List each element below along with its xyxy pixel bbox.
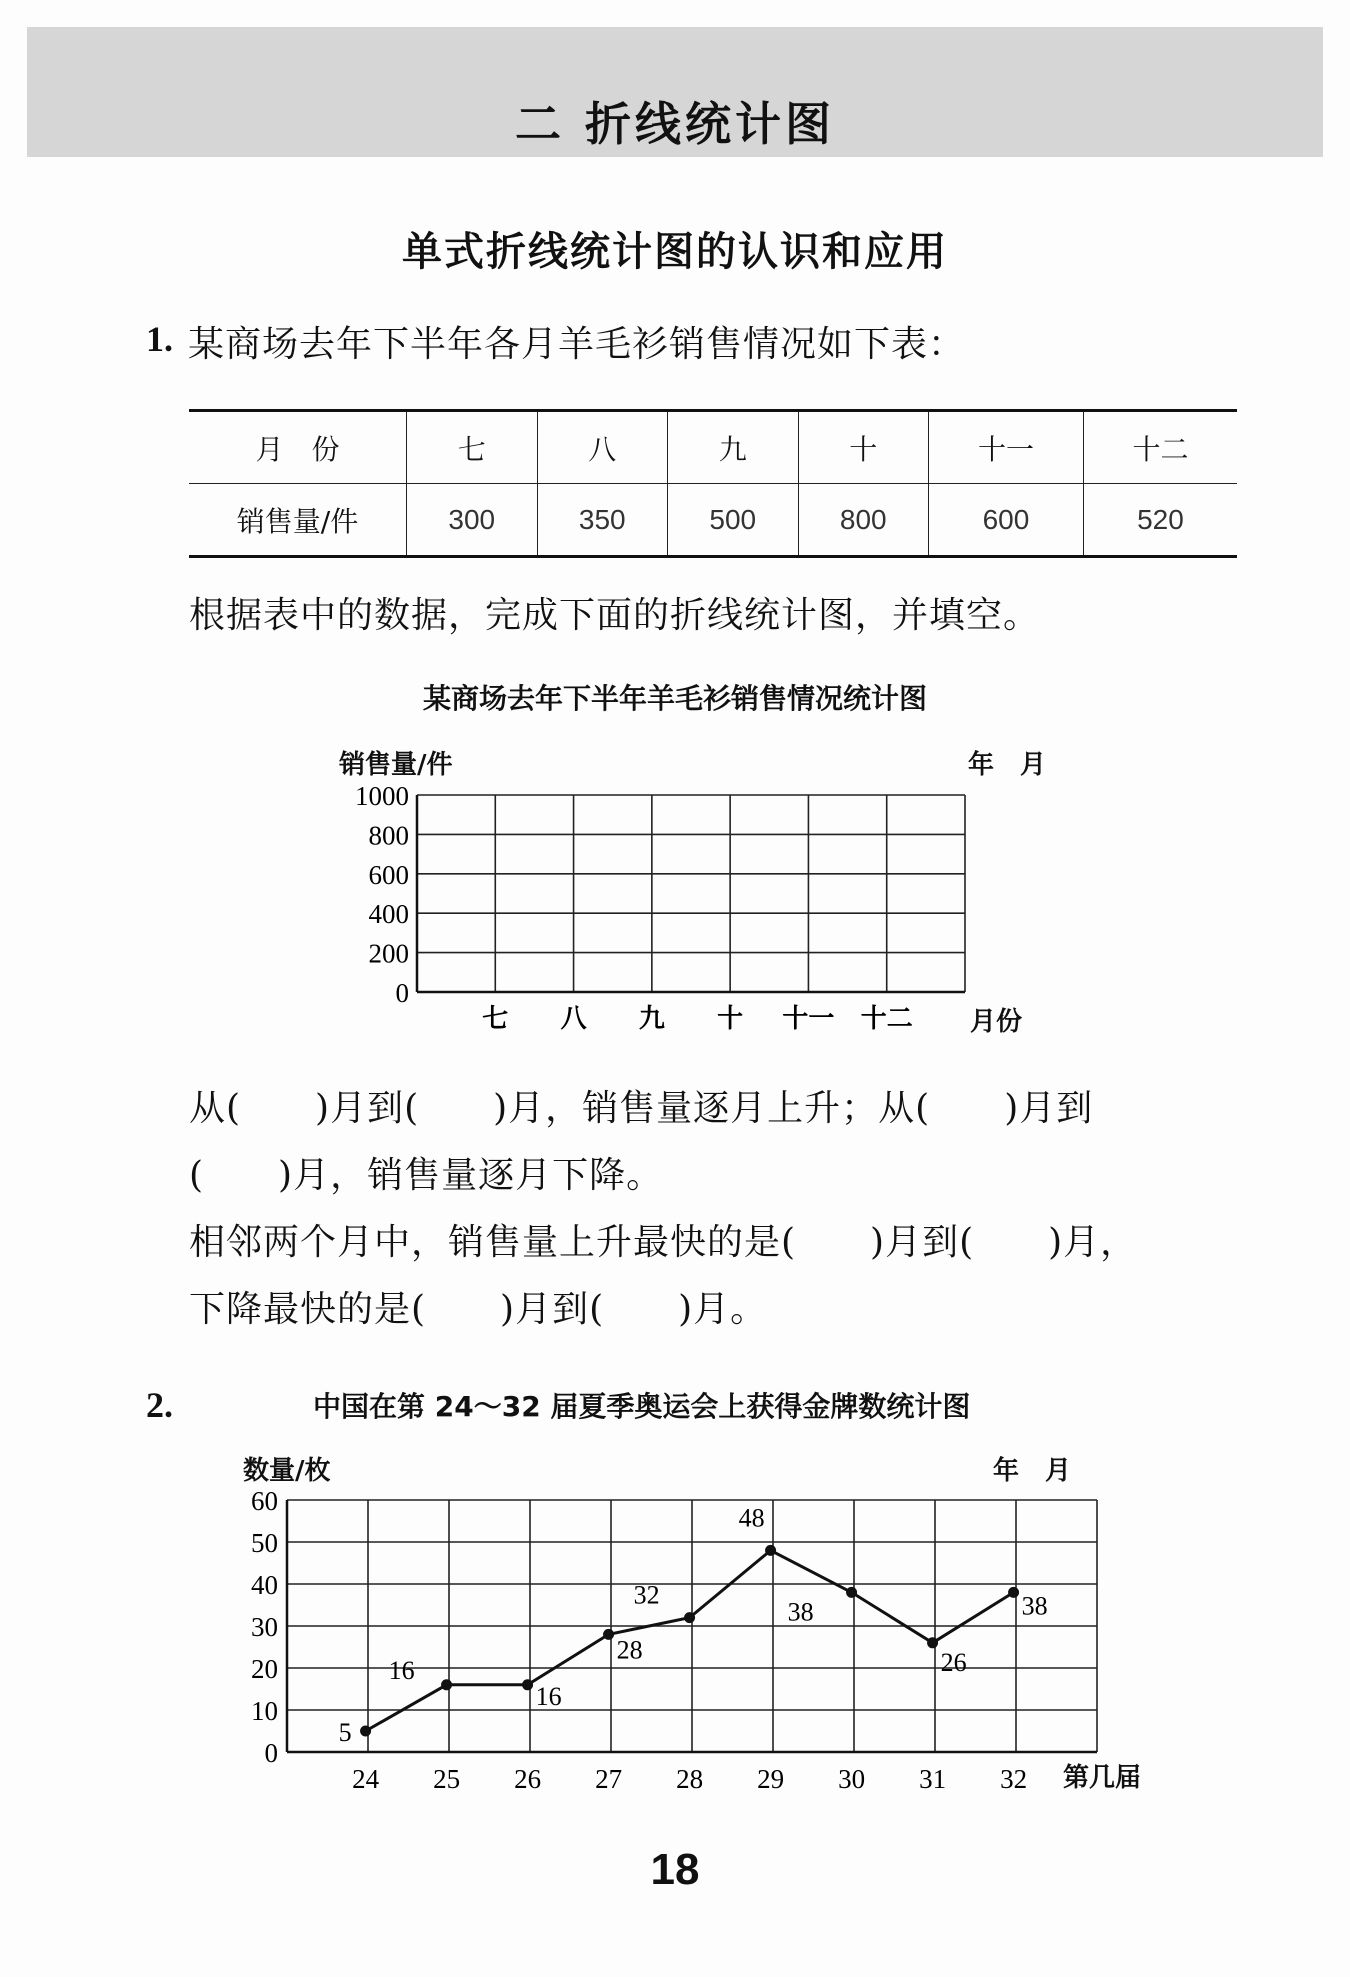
chart-2-data-label: 5 [338, 1718, 352, 1747]
blank-line: 从( )月到( )月，销售量逐月上升；从( )月到 [189, 1088, 1094, 1129]
chart-2-y-tick-label: 10 [251, 1696, 278, 1726]
chart-1-x-tick-label: 十二 [860, 1004, 913, 1033]
chart-1-y-tick-label: 800 [368, 820, 409, 851]
question-2-number: 2. [146, 1385, 173, 1425]
chart-2-x-tick-label: 27 [595, 1764, 623, 1794]
table-value: 350 [537, 484, 668, 557]
table-value: 520 [1083, 484, 1237, 557]
chart-2-data-label: 32 [633, 1580, 660, 1610]
chart-2-data-label: 48 [738, 1503, 765, 1533]
blank-line: ( )月，销售量逐月下降。 [189, 1155, 664, 1196]
chart-1-x-tick-label: 十一 [782, 1004, 835, 1033]
question-1-prompt: 某商场去年下半年各月羊毛衫销售情况如下表： [188, 324, 966, 365]
chart-2-title: 中国在第 24～32 届夏季奥运会上获得金牌数统计图 [313, 1390, 971, 1423]
chart-1-date-label: 年 月 [968, 750, 1047, 780]
chart-1-x-tick-label: 九 [638, 1004, 665, 1033]
table-value: 800 [798, 484, 929, 557]
chart-1-y-label: 销售量/件 [339, 750, 453, 780]
blank-line: 下降最快的是( )月到( )月。 [189, 1289, 768, 1330]
table-value: 500 [668, 484, 799, 557]
table-month: 十二 [1083, 411, 1237, 484]
chart-2-data-label: 28 [616, 1635, 643, 1665]
chart-1-x-tick-label: 八 [560, 1004, 587, 1033]
chart-1-x-tick-label: 七 [482, 1004, 509, 1033]
table-month: 九 [668, 411, 799, 484]
chart-2-x-tick-label: 26 [514, 1764, 542, 1794]
chart-2-y-tick-label: 30 [251, 1612, 278, 1642]
section-title: 单式折线统计图的认识和应用 [402, 229, 948, 275]
chapter-title: 二 折线统计图 [514, 97, 835, 151]
chart-2-x-tick-label: 24 [352, 1764, 380, 1794]
chart-1-title: 某商场去年下半年羊毛衫销售情况统计图 [422, 682, 927, 715]
page-number: 18 [650, 1845, 700, 1894]
table-header-month: 月 份 [189, 411, 407, 484]
chart-2-y-tick-label: 0 [264, 1738, 278, 1768]
chart-2-x-label: 第几届 [1063, 1763, 1142, 1793]
chart-1-y-tick-label: 200 [368, 938, 409, 969]
table-month: 十 [798, 411, 929, 484]
chart-1-x-label: 月份 [970, 1007, 1023, 1037]
blank-line: 相邻两个月中，销售量上升最快的是( )月到( )月， [189, 1222, 1138, 1263]
chart-2-data-label: 26 [940, 1647, 967, 1677]
chart-2-data-label: 38 [1021, 1591, 1048, 1621]
table-value: 300 [407, 484, 538, 557]
chart-2-x-tick-label: 25 [433, 1764, 461, 1794]
chart-2-x-tick-label: 29 [757, 1764, 785, 1794]
chart-2-y-tick-label: 20 [251, 1654, 278, 1684]
chart-1-x-tick-label: 十 [717, 1004, 744, 1033]
chart-2-y-tick-label: 40 [251, 1570, 278, 1600]
chart-2-x-tick-label: 28 [676, 1764, 704, 1794]
question-1-number: 1. [146, 319, 173, 359]
table-month: 八 [537, 411, 668, 484]
table-header-sales: 销售量/件 [189, 484, 407, 557]
chart-2-y-tick-label: 50 [251, 1528, 278, 1558]
chart-2-x-tick-label: 30 [838, 1764, 866, 1794]
chart-2-x-tick-label: 31 [919, 1764, 947, 1794]
chart-1-y-tick-label: 0 [395, 978, 409, 1008]
chart-2-date-label: 年 月 [993, 1456, 1072, 1486]
chart-2-y-tick-label: 60 [251, 1486, 278, 1516]
chart-2-data-label: 16 [388, 1655, 415, 1685]
question-1-instruction: 根据表中的数据，完成下面的折线统计图，并填空。 [189, 595, 1041, 636]
chart-2-y-label: 数量/枚 [243, 1456, 331, 1486]
chart-1-y-tick-label: 600 [368, 859, 409, 890]
chart-1-y-tick-label: 1000 [355, 781, 409, 811]
chart-2-data-label: 16 [535, 1681, 562, 1711]
chart-2-x-tick-label: 32 [1000, 1764, 1028, 1794]
table-value: 600 [929, 484, 1084, 557]
chart-2-data-label: 38 [787, 1597, 814, 1627]
chart-1-y-tick-label: 400 [368, 899, 409, 930]
table-month: 七 [407, 411, 538, 484]
table-month: 十一 [929, 411, 1084, 484]
